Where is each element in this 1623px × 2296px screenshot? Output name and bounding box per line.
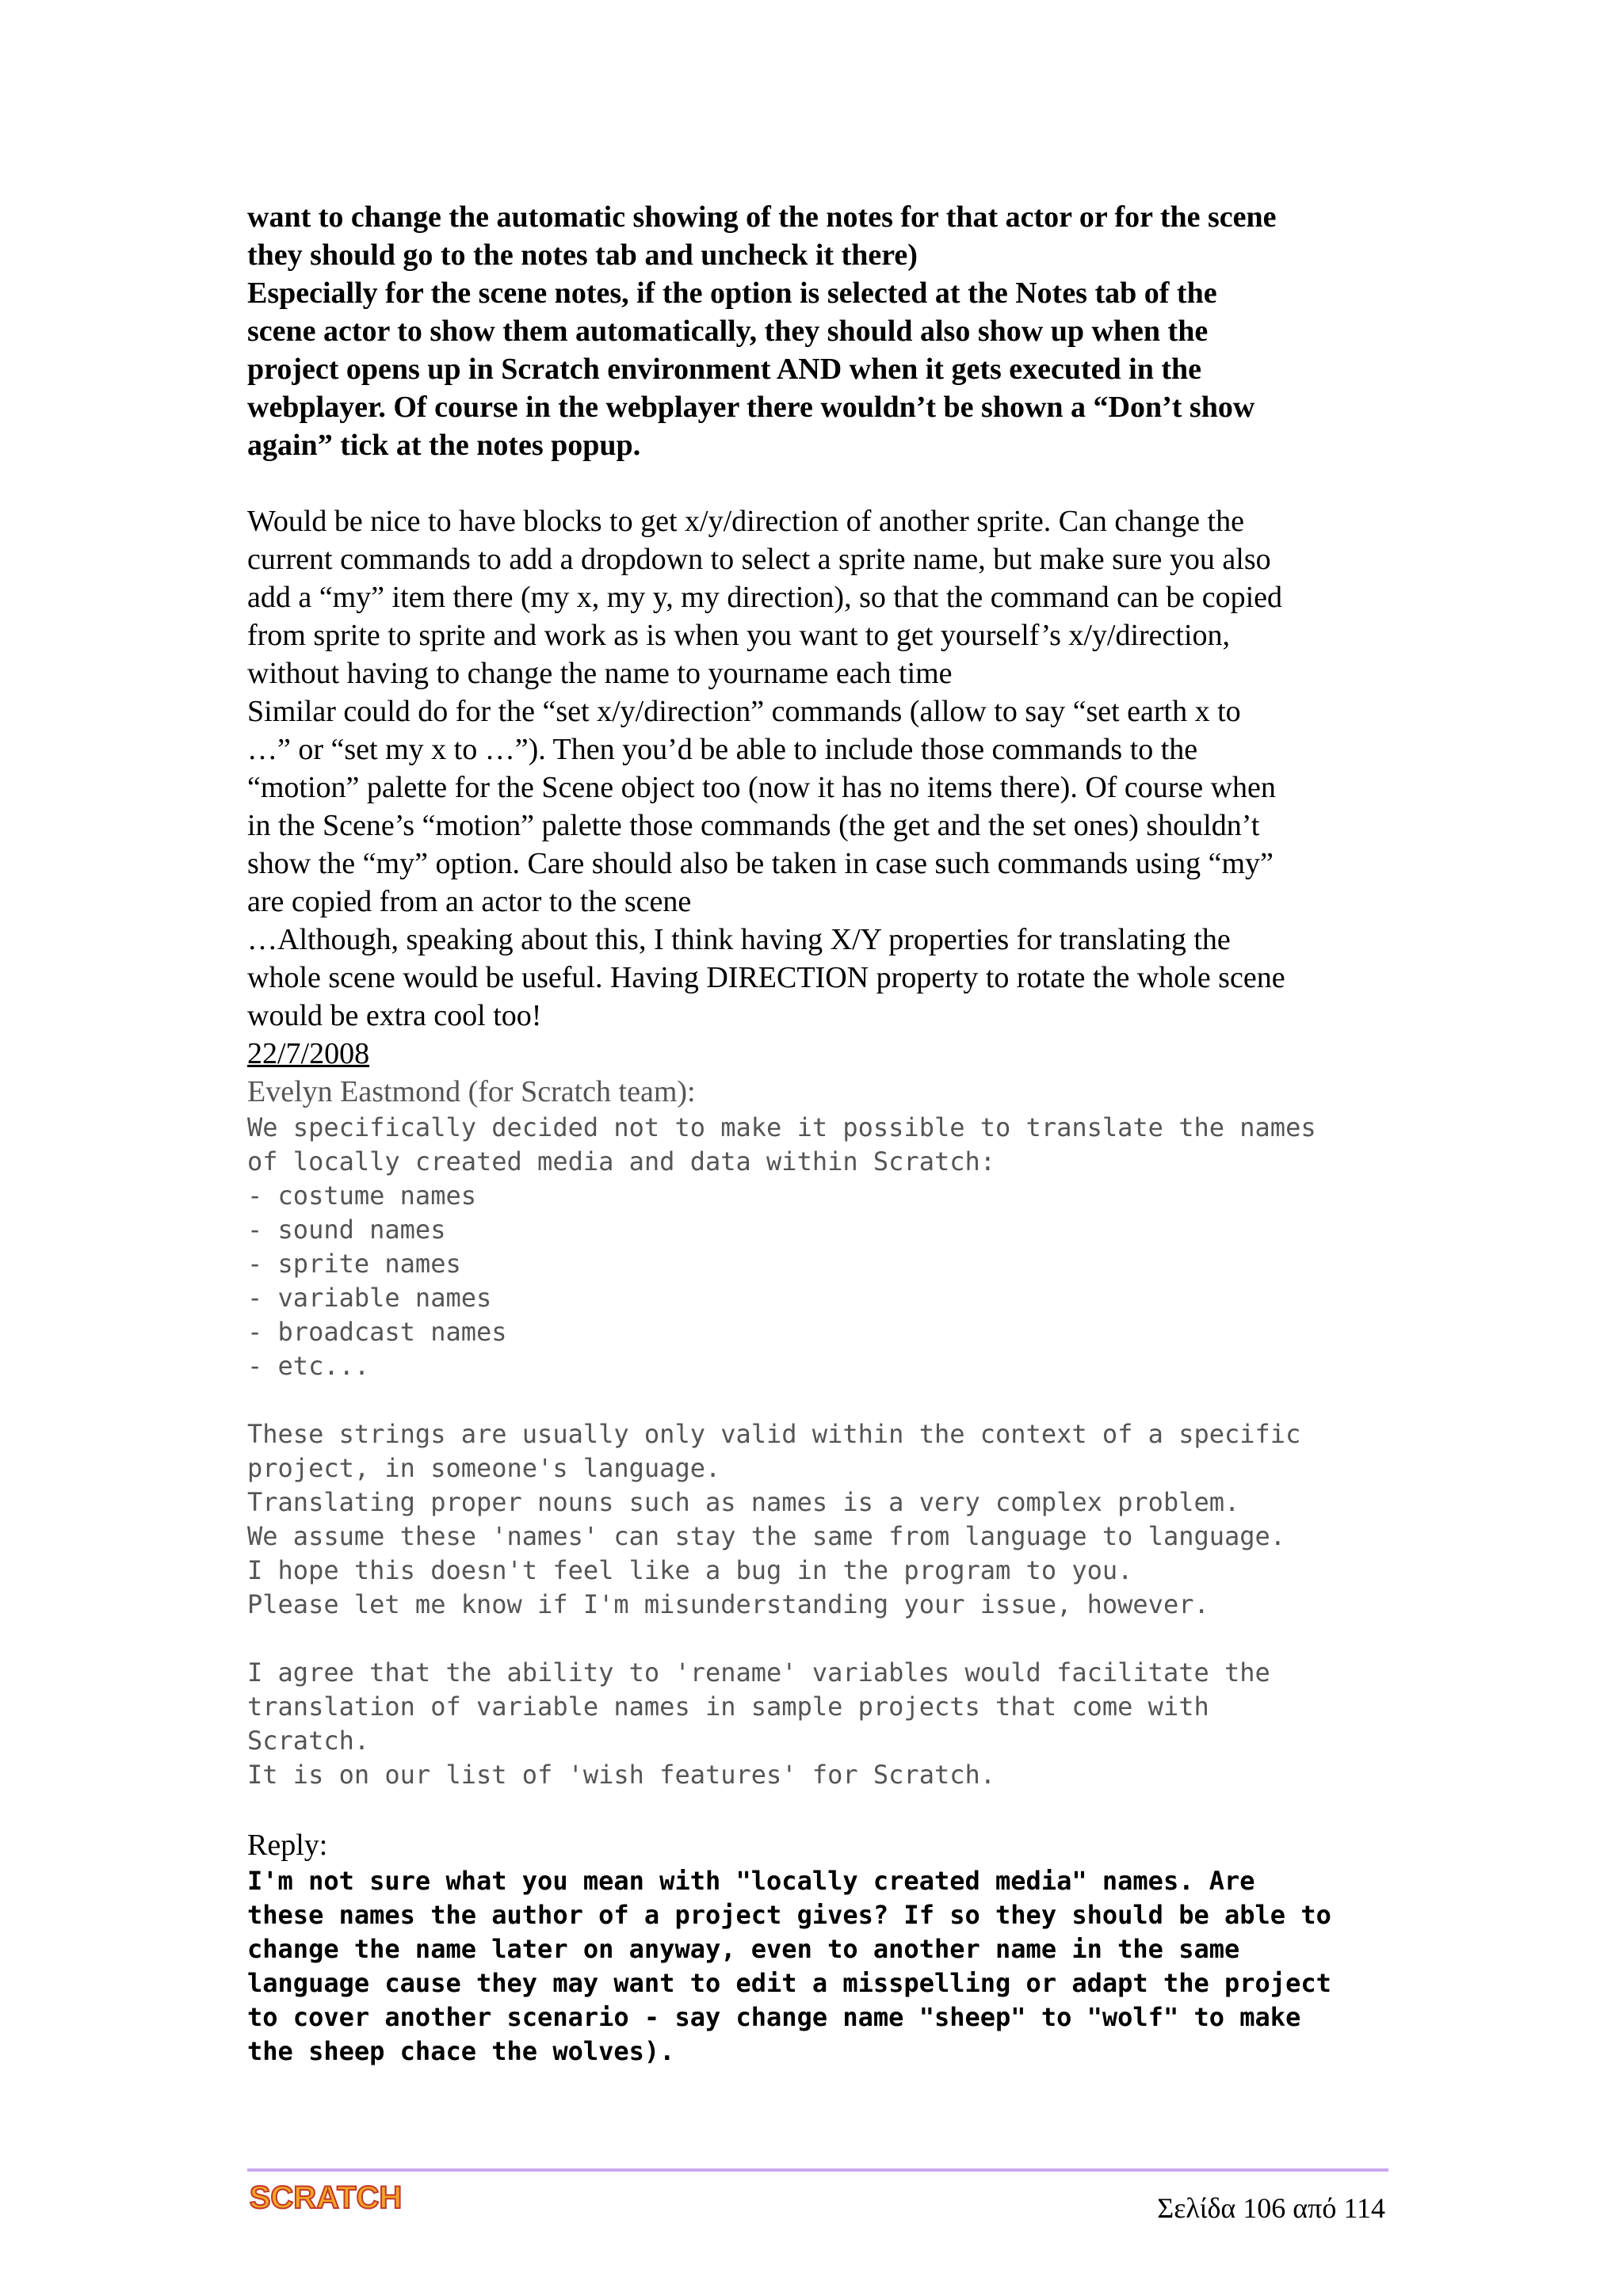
mono-line: - broadcast names: [247, 1317, 507, 1347]
mono-line: Translating proper nouns such as names is a very complex problem.: [247, 1487, 1240, 1517]
mono-line: It is on our list of 'wish features' for Scratch.: [247, 1760, 996, 1790]
mono-line: - sprite names: [247, 1249, 461, 1279]
text-line: in the Scene’s “motion” palette those commands (the get and the set ones) shouldn’t: [247, 809, 1260, 842]
text-line: without having to change the name to yourname each time: [247, 657, 953, 690]
text-line: from sprite to sprite and work as is when you want to get yourself’s x/y/direction,: [247, 619, 1231, 652]
scratch-logo-text: SCRATCH: [249, 2180, 403, 2215]
text-line: project opens up in Scratch environment AND when it gets executed in the: [247, 353, 1201, 386]
mono-line: - costume names: [247, 1180, 476, 1211]
mono-line: - variable names: [247, 1283, 492, 1313]
mono-line: I hope this doesn't feel like a bug in the program to you.: [247, 1555, 1133, 1585]
text-line: are copied from an actor to the scene: [247, 885, 692, 918]
scratch-logo: [249, 2173, 403, 2218]
mono-line: language cause they may want to edit a misspelling or adapt the project: [247, 1968, 1331, 1998]
mono-line: change the name later on anyway, even to another name in the same: [247, 1934, 1240, 1964]
response-block-3: [247, 1656, 1396, 1792]
text-line: again” tick at the notes popup.: [247, 429, 641, 462]
mono-line: of locally created media and data within Scratch:: [247, 1146, 996, 1177]
text-line: scene actor to show them automatically, they should also show up when the: [247, 315, 1209, 348]
text-line: …” or “set my x to …”). Then you’d be able to include those commands to the: [247, 733, 1198, 766]
text-line: current commands to add a dropdown to select a sprite name, but make sure you also: [247, 543, 1271, 576]
reply-block: [247, 1864, 1396, 2069]
response-author: Evelyn Eastmond (for Scratch team):: [247, 1075, 696, 1108]
text-line: they should go to the notes tab and uncheck it there): [247, 238, 918, 272]
page-number: Σελίδα 106 από 114: [1157, 2192, 1385, 2224]
text-line: Especially for the scene notes, if the option is selected at the Notes tab of the: [247, 277, 1217, 310]
mono-line: - etc...: [247, 1351, 370, 1381]
text-line: Similar could do for the “set x/y/direction” commands (allow to say “set earth x to: [247, 695, 1241, 728]
response-block-2: [247, 1417, 1396, 1622]
mono-line: I'm not sure what you mean with "locally created media" names. Are: [247, 1866, 1255, 1896]
text-line: whole scene would be useful. Having DIRECTION property to rotate the whole scene: [247, 961, 1285, 994]
entry-date: 22/7/2008: [247, 1037, 370, 1070]
text-line: webplayer. Of course in the webplayer there wouldn’t be shown a “Don’t show: [247, 391, 1255, 424]
text-line: Would be nice to have blocks to get x/y/direction of another sprite. Can change the: [247, 505, 1244, 538]
notes-paragraph: [247, 198, 1396, 464]
mono-line: These strings are usually only valid within the context of a specific: [247, 1419, 1301, 1449]
reply-label: Reply:: [247, 1829, 328, 1862]
mono-line: translation of variable names in sample projects that come with: [247, 1691, 1209, 1722]
text-line: …Although, speaking about this, I think having X/Y properties for translating the: [247, 923, 1231, 956]
page-content: [247, 198, 1396, 2069]
blocks-paragraph: [247, 502, 1396, 1035]
mono-line: Scratch.: [247, 1726, 370, 1756]
mono-line: these names the author of a project gives? If so they should be able to: [247, 1900, 1331, 1930]
text-line: would be extra cool too!: [247, 999, 542, 1032]
response-block-1: [247, 1111, 1396, 1383]
mono-line: the sheep chace the wolves).: [247, 2036, 675, 2066]
mono-line: Please let me know if I'm misunderstanding your issue, however.: [247, 1589, 1209, 1619]
text-line: add a “my” item there (my x, my y, my direction), so that the command can be copied: [247, 581, 1283, 614]
footer-rule: [247, 2168, 1388, 2172]
mono-line: We assume these 'names' can stay the same from language to language.: [247, 1521, 1286, 1551]
text-line: want to change the automatic showing of the notes for that actor or for the scene: [247, 200, 1277, 234]
mono-line: I agree that the ability to 'rename' variables would facilitate the: [247, 1657, 1270, 1688]
mono-line: - sound names: [247, 1215, 446, 1245]
text-line: “motion” palette for the Scene object too (now it has no items there). Of course when: [247, 771, 1276, 804]
mono-line: to cover another scenario - say change name "sheep" to "wolf" to make: [247, 2002, 1301, 2032]
mono-line: We specifically decided not to make it possible to translate the names: [247, 1112, 1316, 1142]
mono-line: project, in someone's language.: [247, 1453, 721, 1483]
text-line: show the “my” option. Care should also be taken in case such commands using “my”: [247, 847, 1274, 880]
